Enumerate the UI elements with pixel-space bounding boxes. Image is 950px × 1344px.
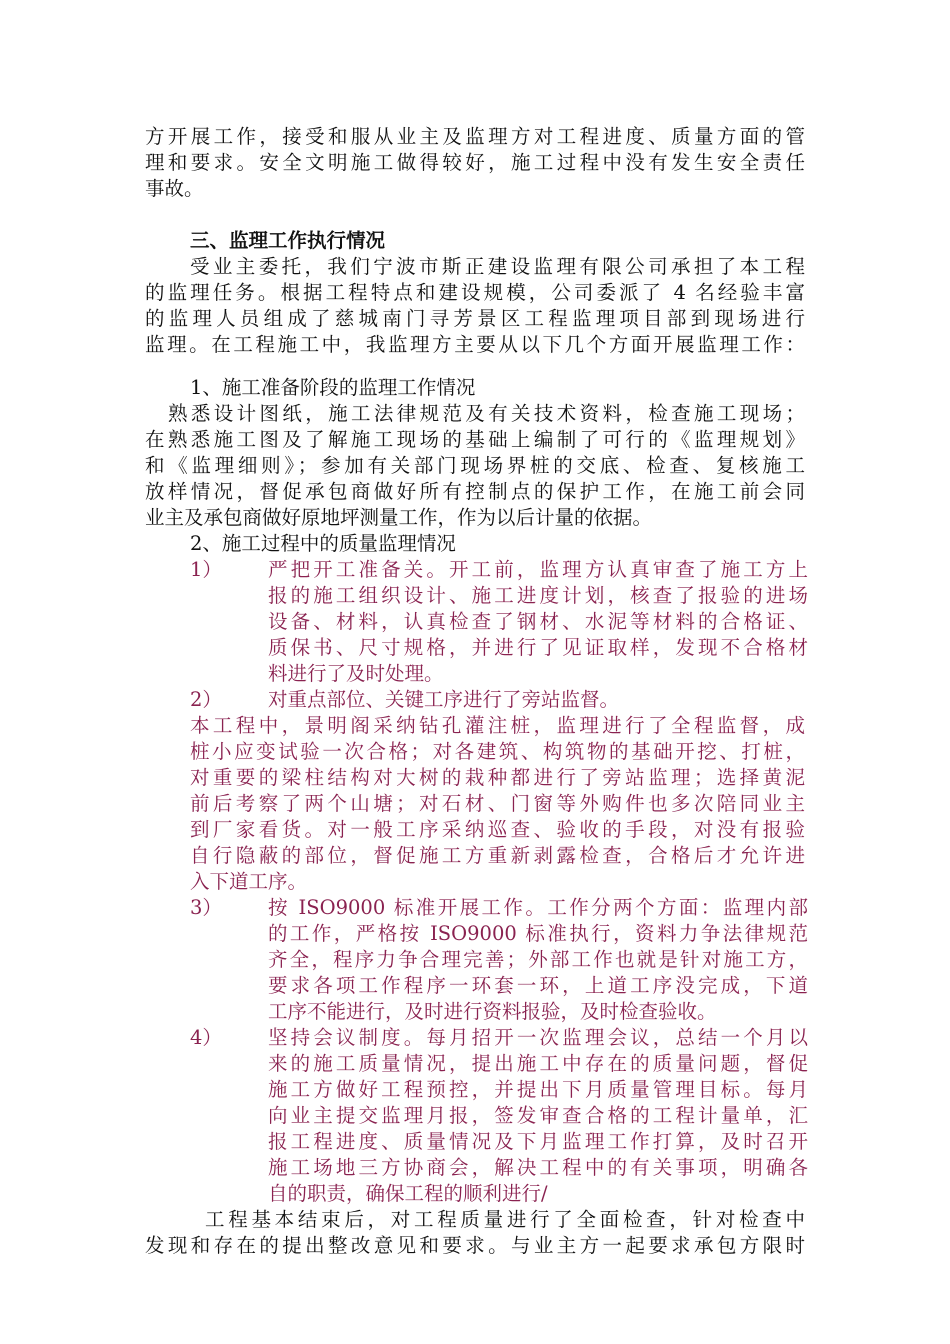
list-item-line: 来的施工质量情况，提出施工中存在的质量问题，督促 <box>268 1052 808 1075</box>
list-item-line: 报的施工组织设计、施工进度计划，核查了报验的进场 <box>268 584 808 607</box>
list-number: 1） <box>190 558 222 581</box>
paragraph-line: 发现和存在的提出整改意见和要求。与业主方一起要求承包方限时 <box>145 1234 805 1257</box>
subsection-heading: 1、施工准备阶段的监理工作情况 <box>190 376 476 399</box>
intro-line: 事故。 <box>145 177 204 200</box>
paragraph-line: 受业主委托，我们宁波市斯正建设监理有限公司承担了本工程 <box>190 255 805 278</box>
list-item-line: 对重点部位、关键工序进行了旁站监督。 <box>268 688 620 711</box>
intro-line: 理和要求。安全文明施工做得较好，施工过程中没有发生安全责任 <box>145 151 805 174</box>
list-item-line: 要求各项工作程序一环套一环，上道工序没完成，下道 <box>268 974 808 997</box>
paragraph-line: 在熟悉施工图及了解施工现场的基础上编制了可行的《监理规划》 <box>145 428 805 451</box>
list-number: 2） <box>190 688 222 711</box>
detail-line: 桩小应变试验一次合格；对各建筑、构筑物的基础开挖、打桩， <box>190 740 805 763</box>
list-item-line: 齐全，程序力争合理完善；外部工作也就是针对施工方， <box>268 948 808 971</box>
paragraph-line: 的监理人员组成了慈城南门寻芳景区工程监理项目部到现场进行 <box>145 307 805 330</box>
list-item-line: 按 ISO9000 标准开展工作。工作分两个方面：监理内部 <box>268 896 808 919</box>
detail-line: 到厂家看货。对一般工序采纳巡查、验收的手段，对没有报验 <box>190 818 805 841</box>
section-heading: 三、监理工作执行情况 <box>190 229 386 252</box>
list-item-line: 料进行了及时处理。 <box>268 662 444 685</box>
paragraph-line: 的监理任务。根据工程特点和建设规模，公司委派了 4 名经验丰富 <box>145 281 805 304</box>
paragraph-line: 和《监理细则》；参加有关部门现场界桩的交底、检查、复核施工 <box>145 454 805 477</box>
list-item-line: 向业主提交监理月报，签发审查合格的工程计量单，汇 <box>268 1104 808 1127</box>
list-item-line: 报工程进度、质量情况及下月监理工作打算，及时召开 <box>268 1130 808 1153</box>
detail-line: 入下道工序。 <box>190 870 308 893</box>
intro-line: 方开展工作，接受和服从业主及监理方对工程进度、质量方面的管 <box>145 125 805 148</box>
detail-line: 对重要的梁柱结构对大树的栽种都进行了旁站监理；选择黄泥 <box>190 766 805 789</box>
paragraph-line: 放样情况，督促承包商做好所有控制点的保护工作，在施工前会同 <box>145 480 805 503</box>
list-item-line: 施工场地三方协商会，解决工程中的有关事项，明确各 <box>268 1156 808 1179</box>
list-item-line: 施工方做好工程预控，并提出下月质量管理目标。每月 <box>268 1078 808 1101</box>
paragraph-line: 业主及承包商做好原地坪测量工作，作为以后计量的依据。 <box>145 506 653 529</box>
detail-line: 本工程中，景明阁采纳钻孔灌注桩，监理进行了全程监督，成 <box>190 714 805 737</box>
list-item-line: 质保书、尺寸规格，并进行了见证取样，发现不合格材 <box>268 636 808 659</box>
paragraph-line: 熟悉设计图纸，施工法律规范及有关技术资料，检查施工现场； <box>168 402 805 425</box>
list-number: 3） <box>190 896 222 919</box>
list-item-line: 严把开工准备关。开工前，监理方认真审查了施工方上 <box>268 558 808 581</box>
list-item-line: 工序不能进行，及时进行资料报验，及时检查验收。 <box>268 1000 717 1023</box>
paragraph-line: 监理。在工程施工中，我监理方主要从以下几个方面开展监理工作： <box>145 333 805 356</box>
list-item-line: 自的职责，确保工程的顺利进行/ <box>268 1182 548 1205</box>
subsection-heading: 2、施工过程中的质量监理情况 <box>190 532 456 555</box>
list-item-line: 设备、材料，认真检查了钢材、水泥等材料的合格证、 <box>268 610 808 633</box>
list-item-line: 的工作，严格按 ISO9000 标准执行，资料力争法律规范 <box>268 922 808 945</box>
paragraph-line: 工程基本结束后，对工程质量进行了全面检查，针对检查中 <box>205 1208 805 1231</box>
list-item-line: 坚持会议制度。每月招开一次监理会议，总结一个月以 <box>268 1026 808 1049</box>
detail-line: 前后考察了两个山塘；对石材、门窗等外购件也多次陪同业主 <box>190 792 805 815</box>
detail-line: 自行隐蔽的部位，督促施工方重新剥露检查，合格后才允许进 <box>190 844 805 867</box>
list-number: 4） <box>190 1026 222 1049</box>
